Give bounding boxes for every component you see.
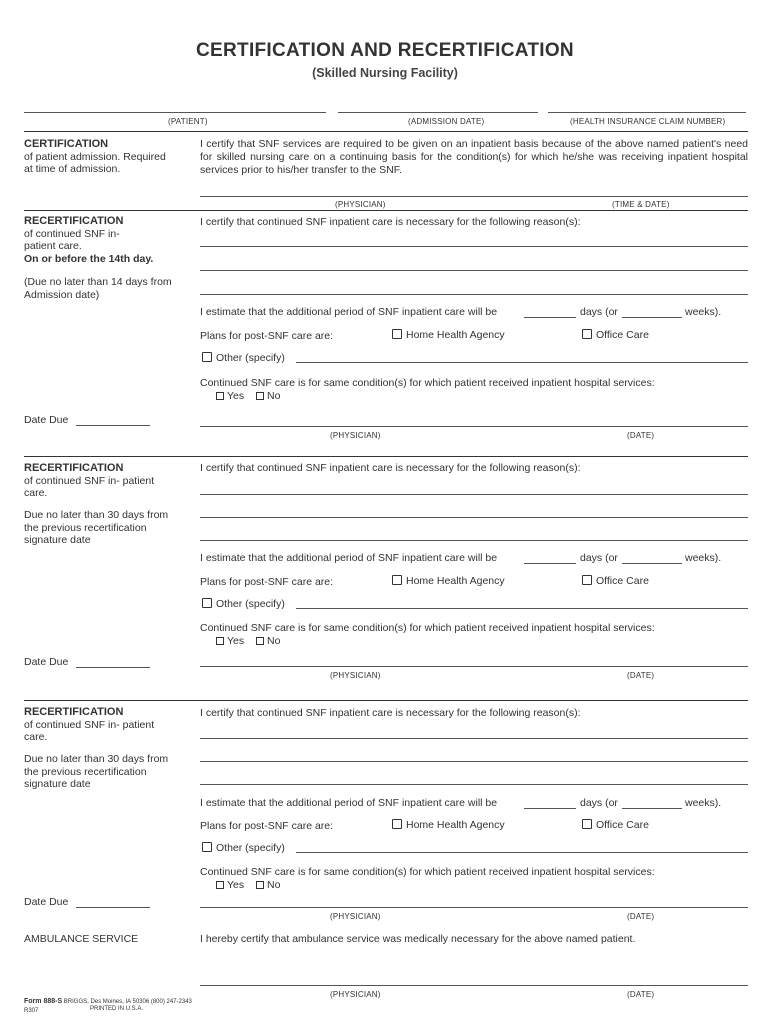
- admission-date-caption: (ADMISSION DATE): [408, 117, 485, 126]
- checkbox-icon[interactable]: [582, 819, 592, 829]
- recert3-other-field[interactable]: [296, 852, 748, 853]
- recert1-date-caption: (DATE): [627, 431, 655, 440]
- recert2-days-label: days (or: [580, 552, 618, 564]
- recert3-physician-caption: (PHYSICIAN): [330, 912, 381, 921]
- section-divider: [24, 210, 748, 211]
- checkbox-icon[interactable]: [216, 881, 224, 889]
- form-footer: [24, 998, 192, 1005]
- recert2-reason-line-2[interactable]: [200, 517, 748, 518]
- recert3-date-due-line[interactable]: [76, 907, 150, 908]
- recert1-desc1: of continued SNF in-: [24, 227, 120, 240]
- recert3-yes-option[interactable]: [216, 879, 244, 892]
- office-care-label: Office Care: [596, 819, 649, 831]
- recert1-date-due-line[interactable]: [76, 425, 150, 426]
- certification-heading: CERTIFICATION: [24, 138, 109, 150]
- certification-statement: I certify that SNF services are required to be given on an inpatient basis because of the above named patient's need for skilled nursing care on a continuing basis for the condition(s) for which he/she was receiving inpatient hospital services prior to his/her transfer to the SNF.: [200, 138, 748, 176]
- recert3-estimate: I estimate that the additional period of SNF inpatient care will be: [200, 797, 498, 809]
- recert1-heading: RECERTIFICATION: [24, 215, 124, 227]
- admission-date-line[interactable]: [338, 112, 538, 113]
- yes-label: Yes: [227, 635, 245, 647]
- recert1-reason-line-1[interactable]: [200, 246, 748, 247]
- ambulance-label: AMBULANCE SERVICE: [24, 933, 139, 945]
- certification-physician-caption: (PHYSICIAN): [335, 200, 386, 209]
- recert3-days-field[interactable]: [524, 808, 576, 809]
- recert1-yes-option[interactable]: [216, 390, 244, 403]
- estimate-text: I estimate that the additional period of SNF inpatient care will be: [200, 306, 498, 318]
- recert3-heading: RECERTIFICATION: [24, 706, 124, 718]
- checkbox-icon[interactable]: [392, 819, 402, 829]
- yes-label: Yes: [227, 390, 245, 402]
- recert3-other-option[interactable]: [202, 842, 285, 855]
- recert3-reasons: I certify that continued SNF inpatient care is necessary for the following reason(s):: [200, 707, 581, 719]
- recert3-reason-line-3[interactable]: [200, 784, 748, 785]
- recert2-reason-line-1[interactable]: [200, 494, 748, 495]
- recert1-no-option[interactable]: [256, 390, 280, 403]
- recert3-reason-line-2[interactable]: [200, 761, 748, 762]
- office-care-label: Office Care: [596, 575, 649, 587]
- claim-number-line[interactable]: [548, 112, 746, 113]
- recert2-reason-line-3[interactable]: [200, 540, 748, 541]
- no-label: No: [267, 879, 281, 891]
- recert1-same-condition: Continued SNF care is for same condition(s) for which patient received inpatient hospital services:: [200, 377, 655, 389]
- checkbox-icon[interactable]: [256, 392, 264, 400]
- recert2-heading: RECERTIFICATION: [24, 462, 124, 474]
- section-divider: [24, 131, 748, 132]
- home-health-label: Home Health Agency: [406, 329, 505, 341]
- form-subtitle: (Skilled Nursing Facility): [312, 66, 458, 80]
- recert1-physician-caption: (PHYSICIAN): [330, 431, 381, 440]
- recert3-weeks-field[interactable]: [622, 808, 682, 809]
- recert1-weeks-field[interactable]: [622, 317, 682, 318]
- recert3-no-option[interactable]: [256, 879, 280, 892]
- recert1-reasons: I certify that continued SNF inpatient care is necessary for the following reason(s):: [200, 216, 581, 228]
- recert3-due-note: Due no later than 30 days from the previous recertification signature date: [24, 753, 169, 790]
- recert2-same-condition: Continued SNF care is for same condition(s) for which patient received inpatient hospital services:: [200, 622, 655, 634]
- recert3-weeks-label: weeks).: [685, 797, 722, 809]
- recert1-weeks-label: weeks).: [685, 306, 722, 318]
- recert1-other-field[interactable]: [296, 362, 748, 363]
- patient-line[interactable]: [24, 112, 326, 113]
- recert2-weeks-label: weeks).: [685, 552, 722, 564]
- recert3-days-label: days (or: [580, 797, 618, 809]
- recert1-reason-line-3[interactable]: [200, 294, 748, 295]
- recert2-days-field[interactable]: [524, 563, 576, 564]
- home-health-label: Home Health Agency: [406, 819, 505, 831]
- ambulance-date-caption: (DATE): [627, 990, 655, 999]
- recert1-days-label: days (or: [580, 306, 618, 318]
- yes-label: Yes: [227, 879, 245, 891]
- recert3-home-health-option[interactable]: [392, 819, 505, 832]
- checkbox-icon[interactable]: [256, 637, 264, 645]
- form-number: Form 888-S: [24, 998, 63, 1005]
- checkbox-icon[interactable]: [392, 575, 402, 585]
- checkbox-icon[interactable]: [582, 329, 592, 339]
- certification-time-date-caption: (TIME & DATE): [612, 200, 670, 209]
- recert3-plans: Plans for post-SNF care are:: [200, 820, 334, 832]
- recert2-physician-caption: (PHYSICIAN): [330, 671, 381, 680]
- recert2-estimate: I estimate that the additional period of SNF inpatient care will be: [200, 552, 498, 564]
- recert3-date-due-label: Date Due: [24, 896, 69, 908]
- recert2-label: [24, 462, 174, 500]
- recert1-label: [24, 215, 174, 265]
- recert1-reason-line-2[interactable]: [200, 270, 748, 271]
- form-title: CERTIFICATION AND RECERTIFICATION: [196, 40, 574, 61]
- recert2-other-field[interactable]: [296, 608, 748, 609]
- checkbox-icon[interactable]: [392, 329, 402, 339]
- recert2-weeks-field[interactable]: [622, 563, 682, 564]
- recert3-date-caption: (DATE): [627, 912, 655, 921]
- checkbox-icon[interactable]: [256, 881, 264, 889]
- ambulance-physician-caption: (PHYSICIAN): [330, 990, 381, 999]
- form-code: R307: [24, 1008, 39, 1014]
- recert1-estimate: [200, 306, 497, 319]
- recert2-office-care-option[interactable]: [582, 575, 649, 588]
- section-divider: [24, 456, 748, 457]
- recert1-date-due-label: Date Due: [24, 414, 69, 426]
- ambulance-statement: I hereby certify that ambulance service was medically necessary for the above named patient.: [200, 933, 636, 945]
- recert3-label: [24, 706, 174, 744]
- recert2-due-note: Due no later than 30 days from the previous recertification signature date: [24, 509, 169, 546]
- recert2-no-option[interactable]: [256, 635, 280, 648]
- recert3-desc: of continued SNF in- patient care.: [24, 718, 155, 743]
- recert1-plans: Plans for post-SNF care are:: [200, 330, 334, 342]
- recert1-office-care-option[interactable]: [582, 329, 649, 342]
- recert2-yes-option[interactable]: [216, 635, 244, 648]
- checkbox-icon[interactable]: [582, 575, 592, 585]
- printed-in: PRINTED IN U.S.A.: [90, 1006, 144, 1012]
- recert1-other-option[interactable]: [202, 352, 285, 365]
- no-label: No: [267, 635, 281, 647]
- recert2-date-due-label: Date Due: [24, 656, 69, 668]
- section-divider: [24, 700, 748, 701]
- recert2-other-option[interactable]: [202, 598, 285, 611]
- checkbox-icon[interactable]: [202, 842, 212, 852]
- checkbox-icon[interactable]: [202, 598, 212, 608]
- checkbox-icon[interactable]: [216, 637, 224, 645]
- recert2-date-caption: (DATE): [627, 671, 655, 680]
- recert1-home-health-option[interactable]: [392, 329, 505, 342]
- no-label: No: [267, 390, 281, 402]
- recert2-reasons: I certify that continued SNF inpatient care is necessary for the following reason(s):: [200, 462, 581, 474]
- recert2-plans: Plans for post-SNF care are:: [200, 576, 334, 588]
- recert2-date-due-line[interactable]: [76, 667, 150, 668]
- recert2-desc: of continued SNF in- patient care.: [24, 474, 155, 499]
- recert3-reason-line-1[interactable]: [200, 738, 748, 739]
- recert1-days-field[interactable]: [524, 317, 576, 318]
- recert1-signature-line[interactable]: [200, 426, 748, 427]
- other-label: Other (specify): [216, 598, 285, 610]
- ambulance-signature-line[interactable]: [200, 985, 748, 986]
- certification-label: [24, 138, 174, 176]
- home-health-label: Home Health Agency: [406, 575, 505, 587]
- certification-signature-line[interactable]: [200, 196, 748, 197]
- checkbox-icon[interactable]: [216, 392, 224, 400]
- recert3-signature-line[interactable]: [200, 907, 748, 908]
- recert3-same-condition: Continued SNF care is for same condition(s) for which patient received inpatient hospital services:: [200, 866, 655, 878]
- recert1-due-note: (Due no later than 14 days from Admission date): [24, 276, 172, 301]
- recert2-home-health-option[interactable]: [392, 575, 505, 588]
- recert1-desc2: patient care.: [24, 240, 82, 252]
- recert1-desc3: On or before the 14th day.: [24, 252, 154, 265]
- office-care-label: Office Care: [596, 329, 649, 341]
- checkbox-icon[interactable]: [202, 352, 212, 362]
- recert2-signature-line[interactable]: [200, 666, 748, 667]
- claim-number-caption: (HEALTH INSURANCE CLAIM NUMBER): [570, 117, 726, 126]
- recert3-office-care-option[interactable]: [582, 819, 649, 832]
- publisher-info: BRIGGS, Des Moines, IA 50306 (800) 247-2343: [63, 999, 192, 1005]
- certification-desc: of patient admission. Required at time of admission.: [24, 150, 166, 175]
- patient-caption: (PATIENT): [168, 117, 208, 126]
- other-label: Other (specify): [216, 842, 285, 854]
- other-label: Other (specify): [216, 352, 285, 364]
